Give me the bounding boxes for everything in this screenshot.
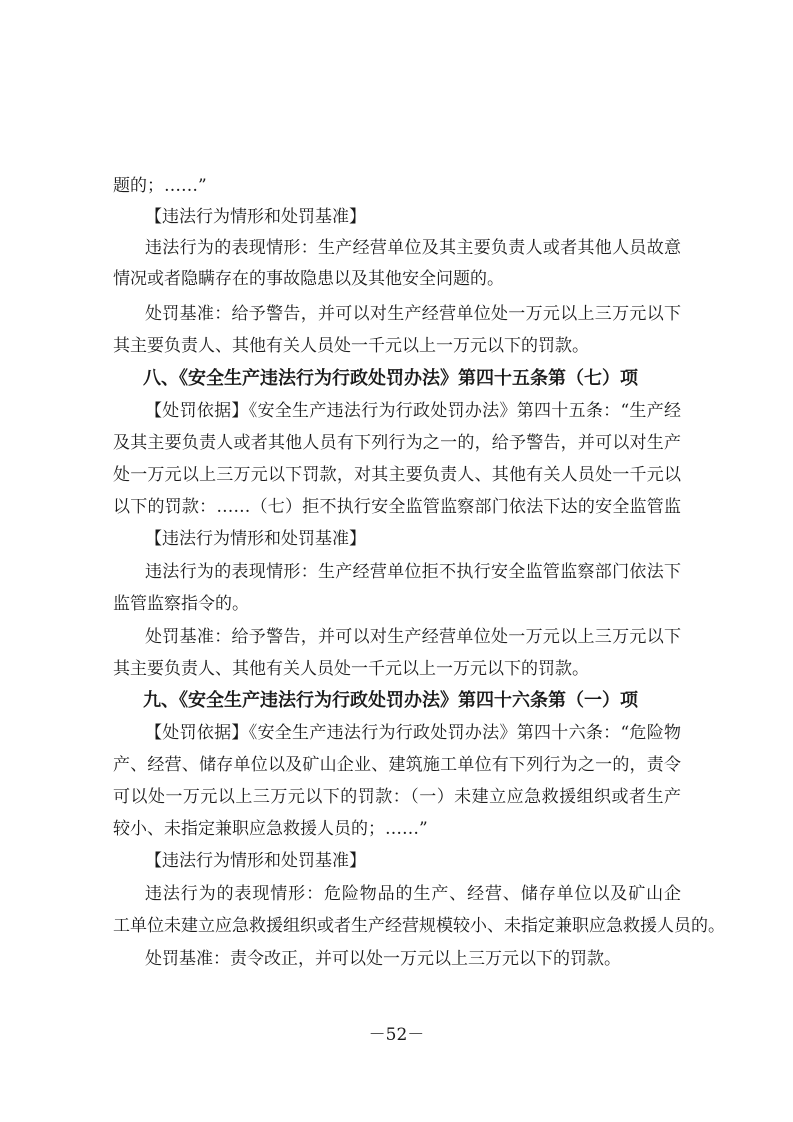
paragraph-line: 违法行为的表现情形：生产经营单位及其主要负责人或者其他人员故意: [145, 238, 681, 258]
section-heading: 八、《安全生产违法行为行政处罚办法》第四十五条第（七）项: [143, 368, 638, 389]
paragraph-line: 题的；……”: [113, 176, 207, 196]
section-heading: 九、《安全生产违法行为行政处罚办法》第四十六条第（一）项: [143, 690, 638, 711]
paragraph-line: 监管监察指令的。: [113, 594, 249, 614]
section-label: 【违法行为情形和处罚基准】: [145, 207, 366, 227]
page-number: －52－: [368, 1025, 425, 1045]
paragraph-line: 处一万元以上三万元以下罚款，对其主要负责人、其他有关人员处一千元以: [113, 465, 681, 485]
paragraph-line: 处罚基准：给予警告，并可以对生产经营单位处一万元以上三万元以下: [145, 627, 681, 647]
section-label: 【违法行为情形和处罚基准】: [145, 529, 366, 549]
paragraph-line: 违法行为的表现情形：生产经营单位拒不执行安全监管监察部门依法下: [145, 562, 681, 582]
paragraph-line: 其主要负责人、其他有关人员处一千元以上一万元以下的罚款。: [113, 336, 589, 356]
paragraph-line: 以下的罚款：……（七）拒不执行安全监管监察部门依法下达的安全监管监: [113, 497, 681, 517]
paragraph-line: 违法行为的表现情形：危险物品的生产、经营、储存单位以及矿山企: [145, 884, 681, 904]
paragraph-line: 及其主要负责人或者其他人员有下列行为之一的，给予警告，并可以对生产: [113, 433, 681, 453]
paragraph-line: 【处罚依据】《安全生产违法行为行政处罚办法》第四十六条：“危险物: [145, 723, 681, 743]
section-label: 【违法行为情形和处罚基准】: [145, 851, 366, 871]
paragraph-line: 其主要负责人、其他有关人员处一千元以上一万元以下的罚款。: [113, 659, 589, 679]
paragraph-line: 较小、未指定兼职应急救援人员的；……”: [113, 819, 428, 839]
paragraph-line: 产、经营、储存单位以及矿山企业、建筑施工单位有下列行为之一的，责令: [113, 755, 681, 775]
paragraph-line: 处罚基准：给予警告，并可以对生产经营单位处一万元以上三万元以下: [145, 304, 681, 324]
paragraph-line: 可以处一万元以上三万元以下的罚款：（一）未建立应急救援组织或者生产: [113, 787, 681, 807]
paragraph-line: 【处罚依据】《安全生产违法行为行政处罚办法》第四十五条：“生产经: [145, 401, 681, 421]
paragraph-line: 情况或者隐瞒存在的事故隐患以及其他安全问题的。: [113, 269, 504, 289]
paragraph-line: 处罚基准：责令改正，并可以处一万元以上三万元以下的罚款。: [145, 949, 621, 969]
paragraph-line: 工单位未建立应急救援组织或者生产经营规模较小、未指定兼职应急救援人员的。: [113, 916, 725, 936]
